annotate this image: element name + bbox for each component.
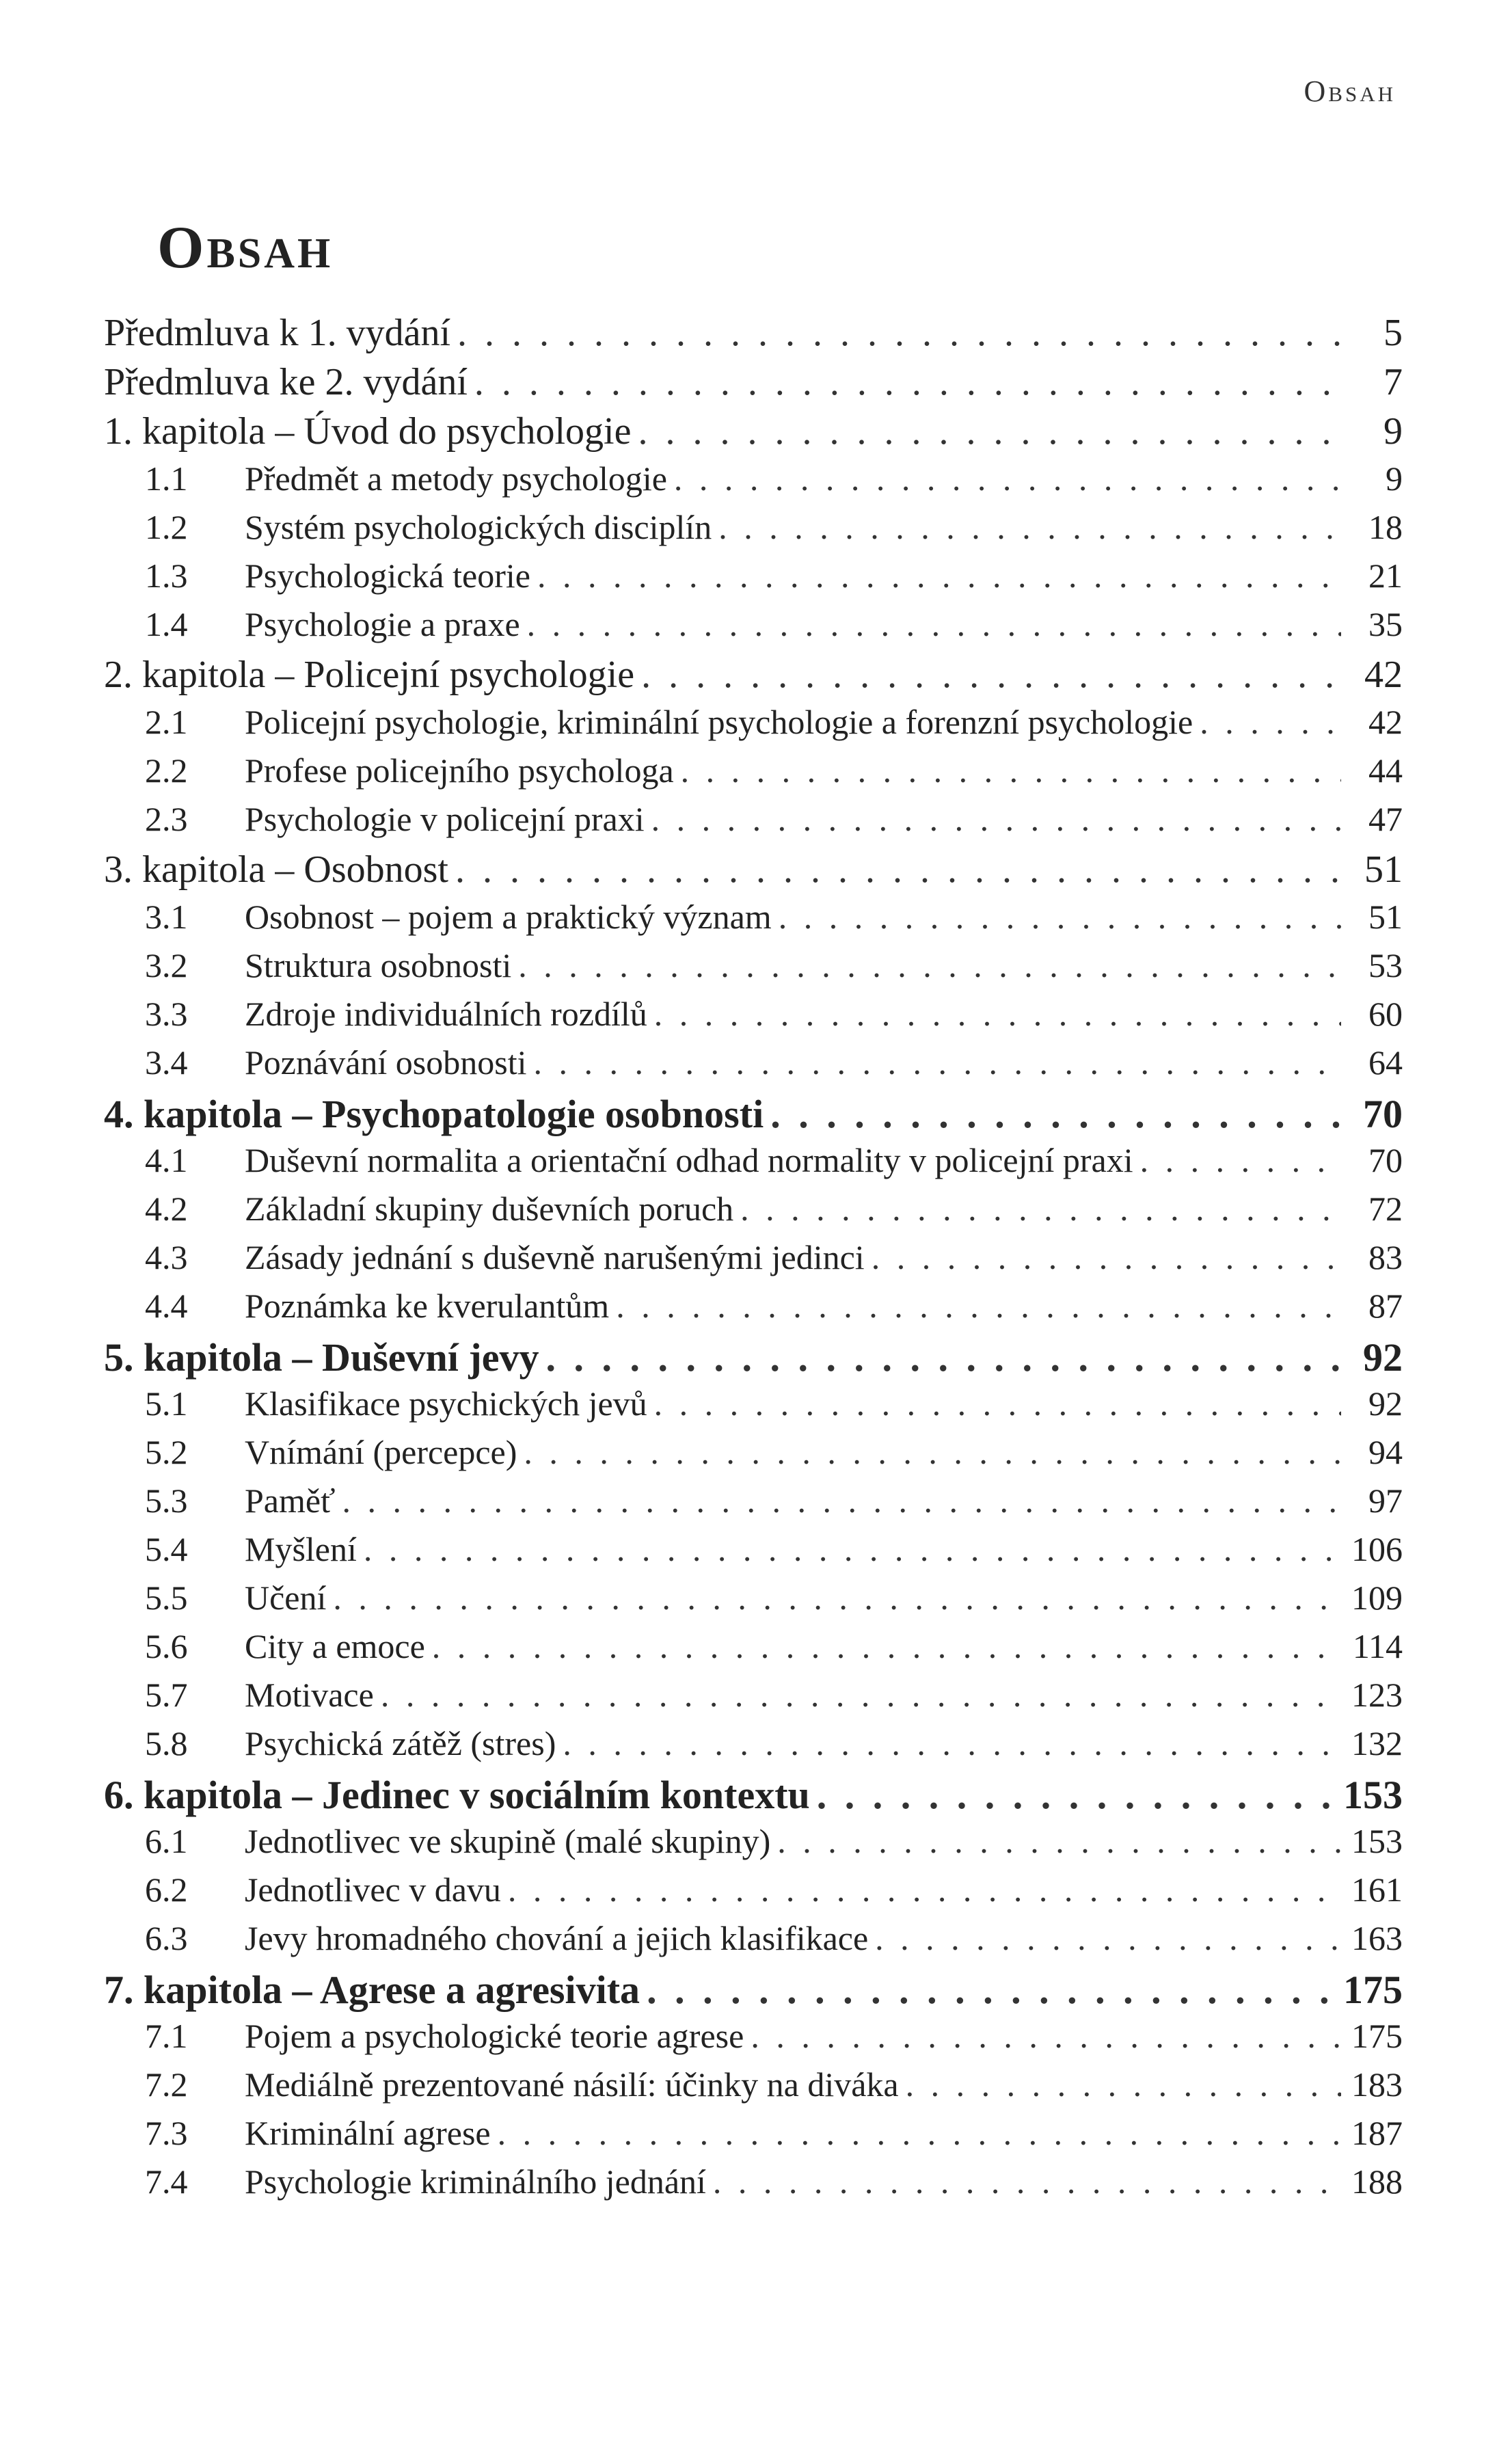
toc-dot-leader: [875, 1918, 1341, 1958]
toc-entry-label: Systém psychologických disciplín: [245, 508, 712, 546]
toc-chapter-entry[interactable]: [104, 848, 1403, 897]
toc-page-number: 70: [1368, 1141, 1403, 1179]
toc-dot-leader: [751, 2016, 1341, 2056]
toc-section-number: 4.1: [145, 1141, 188, 1179]
toc-dot-leader: [524, 1432, 1341, 1472]
toc-page-number: 51: [1364, 848, 1403, 891]
toc-dot-leader: [533, 1043, 1341, 1082]
toc-entry-label: Jednotlivec v davu: [245, 1870, 501, 1909]
toc-chapter-entry[interactable]: [104, 653, 1403, 702]
toc-entry-label: 6. kapitola – Jedinec v sociálním kontextu: [104, 1773, 810, 1817]
toc-page-number: 109: [1351, 1579, 1403, 1617]
toc-dot-leader: [616, 1286, 1341, 1326]
toc-dot-leader: [342, 1481, 1341, 1520]
toc-section-number: 4.3: [145, 1238, 188, 1276]
toc-page-number: 94: [1368, 1433, 1403, 1471]
toc-section-entry[interactable]: [104, 556, 1403, 604]
toc-entry-label: Učení: [245, 1579, 327, 1617]
toc-page-number: 175: [1343, 1968, 1403, 2012]
toc-section-number: 5.1: [145, 1384, 188, 1423]
toc-page-number: 153: [1343, 1773, 1403, 1817]
toc-section-number: 4.4: [145, 1287, 188, 1325]
toc-chapter-entry[interactable]: [104, 311, 1403, 360]
toc-entry-label: Jevy hromadného chování a jejich klasifikace: [245, 1919, 869, 1957]
toc-section-entry[interactable]: [104, 604, 1403, 653]
toc-page-number: 42: [1364, 654, 1403, 696]
toc-section-entry[interactable]: [104, 1189, 1403, 1237]
toc-entry-label: Motivace: [245, 1676, 374, 1714]
toc-entry-label: 5. kapitola – Duševní jevy: [104, 1335, 539, 1380]
toc-dot-leader: [718, 507, 1341, 547]
toc-section-entry[interactable]: [104, 945, 1403, 994]
toc-entry-label: Osobnost – pojem a praktický význam: [245, 898, 772, 936]
toc-page-number: 44: [1368, 751, 1403, 790]
toc-dot-leader: [455, 848, 1341, 891]
toc-entry-label: Struktura osobnosti: [245, 946, 512, 984]
toc-section-number: 5.4: [145, 1530, 188, 1568]
toc-dot-leader: [779, 897, 1341, 937]
toc-page-number: 123: [1351, 1676, 1403, 1714]
toc-chapter-entry[interactable]: [104, 410, 1403, 459]
toc-section-number: 1.3: [145, 556, 188, 595]
toc-section-number: 5.7: [145, 1676, 188, 1714]
toc-section-entry[interactable]: [104, 1529, 1403, 1578]
toc-dot-leader: [364, 1529, 1341, 1569]
toc-section-number: 7.2: [145, 2065, 188, 2104]
toc-page-number: 153: [1351, 1822, 1403, 1860]
toc-page-number: 187: [1351, 2114, 1403, 2152]
toc-section-entry[interactable]: [104, 1432, 1403, 1481]
toc-entry-label: Psychologie kriminálního jednání: [245, 2162, 706, 2201]
toc-entry-label: 7. kapitola – Agrese a agresivita: [104, 1968, 640, 2012]
toc-section-number: 3.3: [145, 995, 188, 1033]
toc-section-entry[interactable]: [104, 1140, 1403, 1189]
toc-section-entry[interactable]: [104, 1626, 1403, 1675]
toc-page-number: 64: [1368, 1043, 1403, 1082]
toc-entry-label: Poznámka ke kverulantům: [245, 1287, 610, 1325]
table-of-contents: [104, 311, 1403, 2210]
toc-page-number: 21: [1368, 556, 1403, 595]
toc-page-number: 9: [1383, 410, 1403, 453]
toc-dot-leader: [1140, 1140, 1341, 1180]
toc-dot-leader: [545, 1334, 1341, 1380]
toc-entry-label: Kriminální agrese: [245, 2114, 491, 2152]
toc-section-entry[interactable]: [104, 1918, 1403, 1967]
toc-dot-leader: [777, 1821, 1341, 1861]
toc-dot-leader: [518, 945, 1341, 985]
toc-entry-label: Poznávání osobnosti: [245, 1043, 527, 1082]
toc-entry-label: 1. kapitola – Úvod do psychologie: [104, 410, 632, 453]
toc-page-number: 9: [1386, 459, 1403, 498]
toc-section-entry[interactable]: [104, 1237, 1403, 1286]
toc-dot-leader: [508, 1870, 1341, 1909]
toc-entry-label: Předmět a metody psychologie: [245, 459, 667, 498]
toc-chapter-entry[interactable]: [104, 360, 1403, 410]
toc-section-number: 1.1: [145, 459, 188, 498]
toc-dot-leader: [498, 2113, 1341, 2153]
toc-page-number: 70: [1363, 1092, 1403, 1136]
toc-section-entry[interactable]: [104, 459, 1403, 507]
toc-page-number: 47: [1368, 800, 1403, 838]
toc-dot-leader: [740, 1189, 1341, 1229]
toc-page-number: 114: [1352, 1627, 1403, 1665]
toc-section-entry[interactable]: [104, 702, 1403, 751]
toc-page-number: 161: [1351, 1870, 1403, 1909]
toc-section-number: 3.1: [145, 898, 188, 936]
toc-chapter-entry[interactable]: [104, 1334, 1403, 1384]
toc-section-entry[interactable]: [104, 994, 1403, 1043]
toc-entry-label: Zdroje individuálních rozdílů: [245, 995, 647, 1033]
toc-entry-label: Paměť: [245, 1481, 336, 1520]
toc-section-number: 2.2: [145, 751, 188, 790]
toc-entry-label: Policejní psychologie, kriminální psychologie a forenzní psychologie: [245, 703, 1193, 741]
toc-section-entry[interactable]: [104, 799, 1403, 848]
toc-dot-leader: [527, 604, 1341, 644]
toc-page-number: 132: [1351, 1724, 1403, 1762]
toc-dot-leader: [817, 1772, 1336, 1818]
toc-entry-label: Psychologie v policejní praxi: [245, 800, 645, 838]
toc-section-entry[interactable]: [104, 1723, 1403, 1772]
toc-dot-leader: [563, 1723, 1341, 1763]
toc-page-number: 92: [1368, 1384, 1403, 1423]
toc-section-entry[interactable]: [104, 1870, 1403, 1918]
toc-dot-leader: [1200, 702, 1341, 742]
toc-page-number: 97: [1368, 1481, 1403, 1520]
toc-dot-leader: [654, 1384, 1341, 1423]
toc-section-number: 5.3: [145, 1481, 188, 1520]
toc-page-number: 188: [1351, 2162, 1403, 2201]
toc-section-number: 1.2: [145, 508, 188, 546]
toc-page-number: 175: [1351, 2017, 1403, 2055]
toc-entry-label: Základní skupiny duševních poruch: [245, 1190, 734, 1228]
toc-entry-label: Předmluva ke 2. vydání: [104, 361, 468, 403]
toc-entry-label: Jednotlivec ve skupině (malé skupiny): [245, 1822, 771, 1860]
page-title: Obsah: [157, 215, 334, 281]
toc-entry-label: Předmluva k 1. vydání: [104, 312, 451, 354]
toc-section-number: 5.2: [145, 1433, 188, 1471]
toc-dot-leader: [770, 1091, 1341, 1137]
toc-section-entry[interactable]: [104, 1043, 1403, 1091]
toc-section-entry[interactable]: [104, 2016, 1403, 2065]
toc-entry-label: Myšlení: [245, 1530, 357, 1568]
toc-page-number: 60: [1368, 995, 1403, 1033]
toc-entry-label: Mediálně prezentované násilí: účinky na diváka: [245, 2065, 899, 2104]
toc-dot-leader: [432, 1626, 1341, 1666]
toc-section-number: 3.2: [145, 946, 188, 984]
toc-section-entry[interactable]: [104, 1578, 1403, 1626]
toc-dot-leader: [651, 799, 1341, 839]
toc-dot-leader: [381, 1675, 1341, 1715]
toc-section-entry[interactable]: [104, 1481, 1403, 1529]
running-header: Obsah: [1304, 75, 1396, 108]
toc-section-number: 7.4: [145, 2162, 188, 2201]
toc-dot-leader: [674, 459, 1341, 498]
toc-page-number: 183: [1351, 2065, 1403, 2104]
toc-dot-leader: [638, 410, 1341, 453]
toc-dot-leader: [872, 1237, 1341, 1277]
toc-chapter-entry[interactable]: [104, 1772, 1403, 1821]
toc-chapter-entry[interactable]: [104, 1091, 1403, 1140]
toc-page-number: 42: [1368, 703, 1403, 741]
toc-dot-leader: [713, 2162, 1341, 2201]
toc-dot-leader: [647, 1967, 1336, 2013]
toc-section-number: 2.3: [145, 800, 188, 838]
toc-section-entry[interactable]: [104, 2162, 1403, 2210]
toc-entry-label: Psychologie a praxe: [245, 605, 520, 643]
toc-entry-label: Pojem a psychologické teorie agrese: [245, 2017, 744, 2055]
toc-section-entry[interactable]: [104, 507, 1403, 556]
toc-section-number: 1.4: [145, 605, 188, 643]
toc-section-entry[interactable]: [104, 2113, 1403, 2162]
toc-section-number: 7.1: [145, 2017, 188, 2055]
toc-page-number: 72: [1368, 1190, 1403, 1228]
toc-page-number: 53: [1368, 946, 1403, 984]
toc-entry-label: Psychologická teorie: [245, 556, 530, 595]
toc-section-number: 2.1: [145, 703, 188, 741]
toc-dot-leader: [906, 2065, 1341, 2104]
toc-page-number: 83: [1368, 1238, 1403, 1276]
toc-entry-label: 3. kapitola – Osobnost: [104, 848, 448, 891]
toc-entry-label: 4. kapitola – Psychopatologie osobnosti: [104, 1092, 764, 1136]
toc-dot-leader: [333, 1578, 1341, 1618]
toc-section-number: 6.2: [145, 1870, 188, 1909]
toc-entry-label: Zásady jednání s duševně narušenými jedinci: [245, 1238, 865, 1276]
toc-section-number: 7.3: [145, 2114, 188, 2152]
toc-dot-leader: [641, 653, 1341, 697]
toc-section-entry[interactable]: [104, 1821, 1403, 1870]
toc-page-number: 7: [1383, 361, 1403, 403]
toc-dot-leader: [681, 751, 1341, 790]
toc-dot-leader: [654, 994, 1341, 1034]
toc-section-entry[interactable]: [104, 1286, 1403, 1334]
toc-section-number: 4.2: [145, 1190, 188, 1228]
toc-entry-label: 2. kapitola – Policejní psychologie: [104, 654, 635, 696]
toc-section-number: 6.1: [145, 1822, 188, 1860]
toc-page-number: 106: [1351, 1530, 1403, 1568]
toc-section-entry[interactable]: [104, 2065, 1403, 2113]
toc-section-number: 3.4: [145, 1043, 188, 1082]
toc-entry-label: Profese policejního psychologa: [245, 751, 674, 790]
toc-chapter-entry[interactable]: [104, 1967, 1403, 2016]
toc-entry-label: Psychická zátěž (stres): [245, 1724, 556, 1762]
toc-section-number: 5.5: [145, 1579, 188, 1617]
toc-section-entry[interactable]: [104, 1384, 1403, 1432]
toc-section-number: 5.8: [145, 1724, 188, 1762]
toc-page-number: 51: [1368, 898, 1403, 936]
toc-section-entry[interactable]: [104, 751, 1403, 799]
toc-page-number: 35: [1368, 605, 1403, 643]
toc-section-number: 6.3: [145, 1919, 188, 1957]
toc-page-number: 18: [1368, 508, 1403, 546]
toc-page-number: 163: [1351, 1919, 1403, 1957]
toc-page-number: 92: [1363, 1335, 1403, 1380]
toc-dot-leader: [457, 311, 1341, 355]
toc-section-entry[interactable]: [104, 1675, 1403, 1723]
toc-page-number: 5: [1383, 312, 1403, 354]
toc-dot-leader: [474, 360, 1341, 404]
toc-entry-label: Klasifikace psychických jevů: [245, 1384, 647, 1423]
toc-entry-label: City a emoce: [245, 1627, 425, 1665]
toc-entry-label: Vnímání (percepce): [245, 1433, 517, 1471]
toc-entry-label: Duševní normalita a orientační odhad normality v policejní praxi: [245, 1141, 1133, 1179]
toc-page-number: 87: [1368, 1287, 1403, 1325]
toc-section-entry[interactable]: [104, 897, 1403, 945]
toc-section-number: 5.6: [145, 1627, 188, 1665]
toc-dot-leader: [537, 556, 1341, 595]
